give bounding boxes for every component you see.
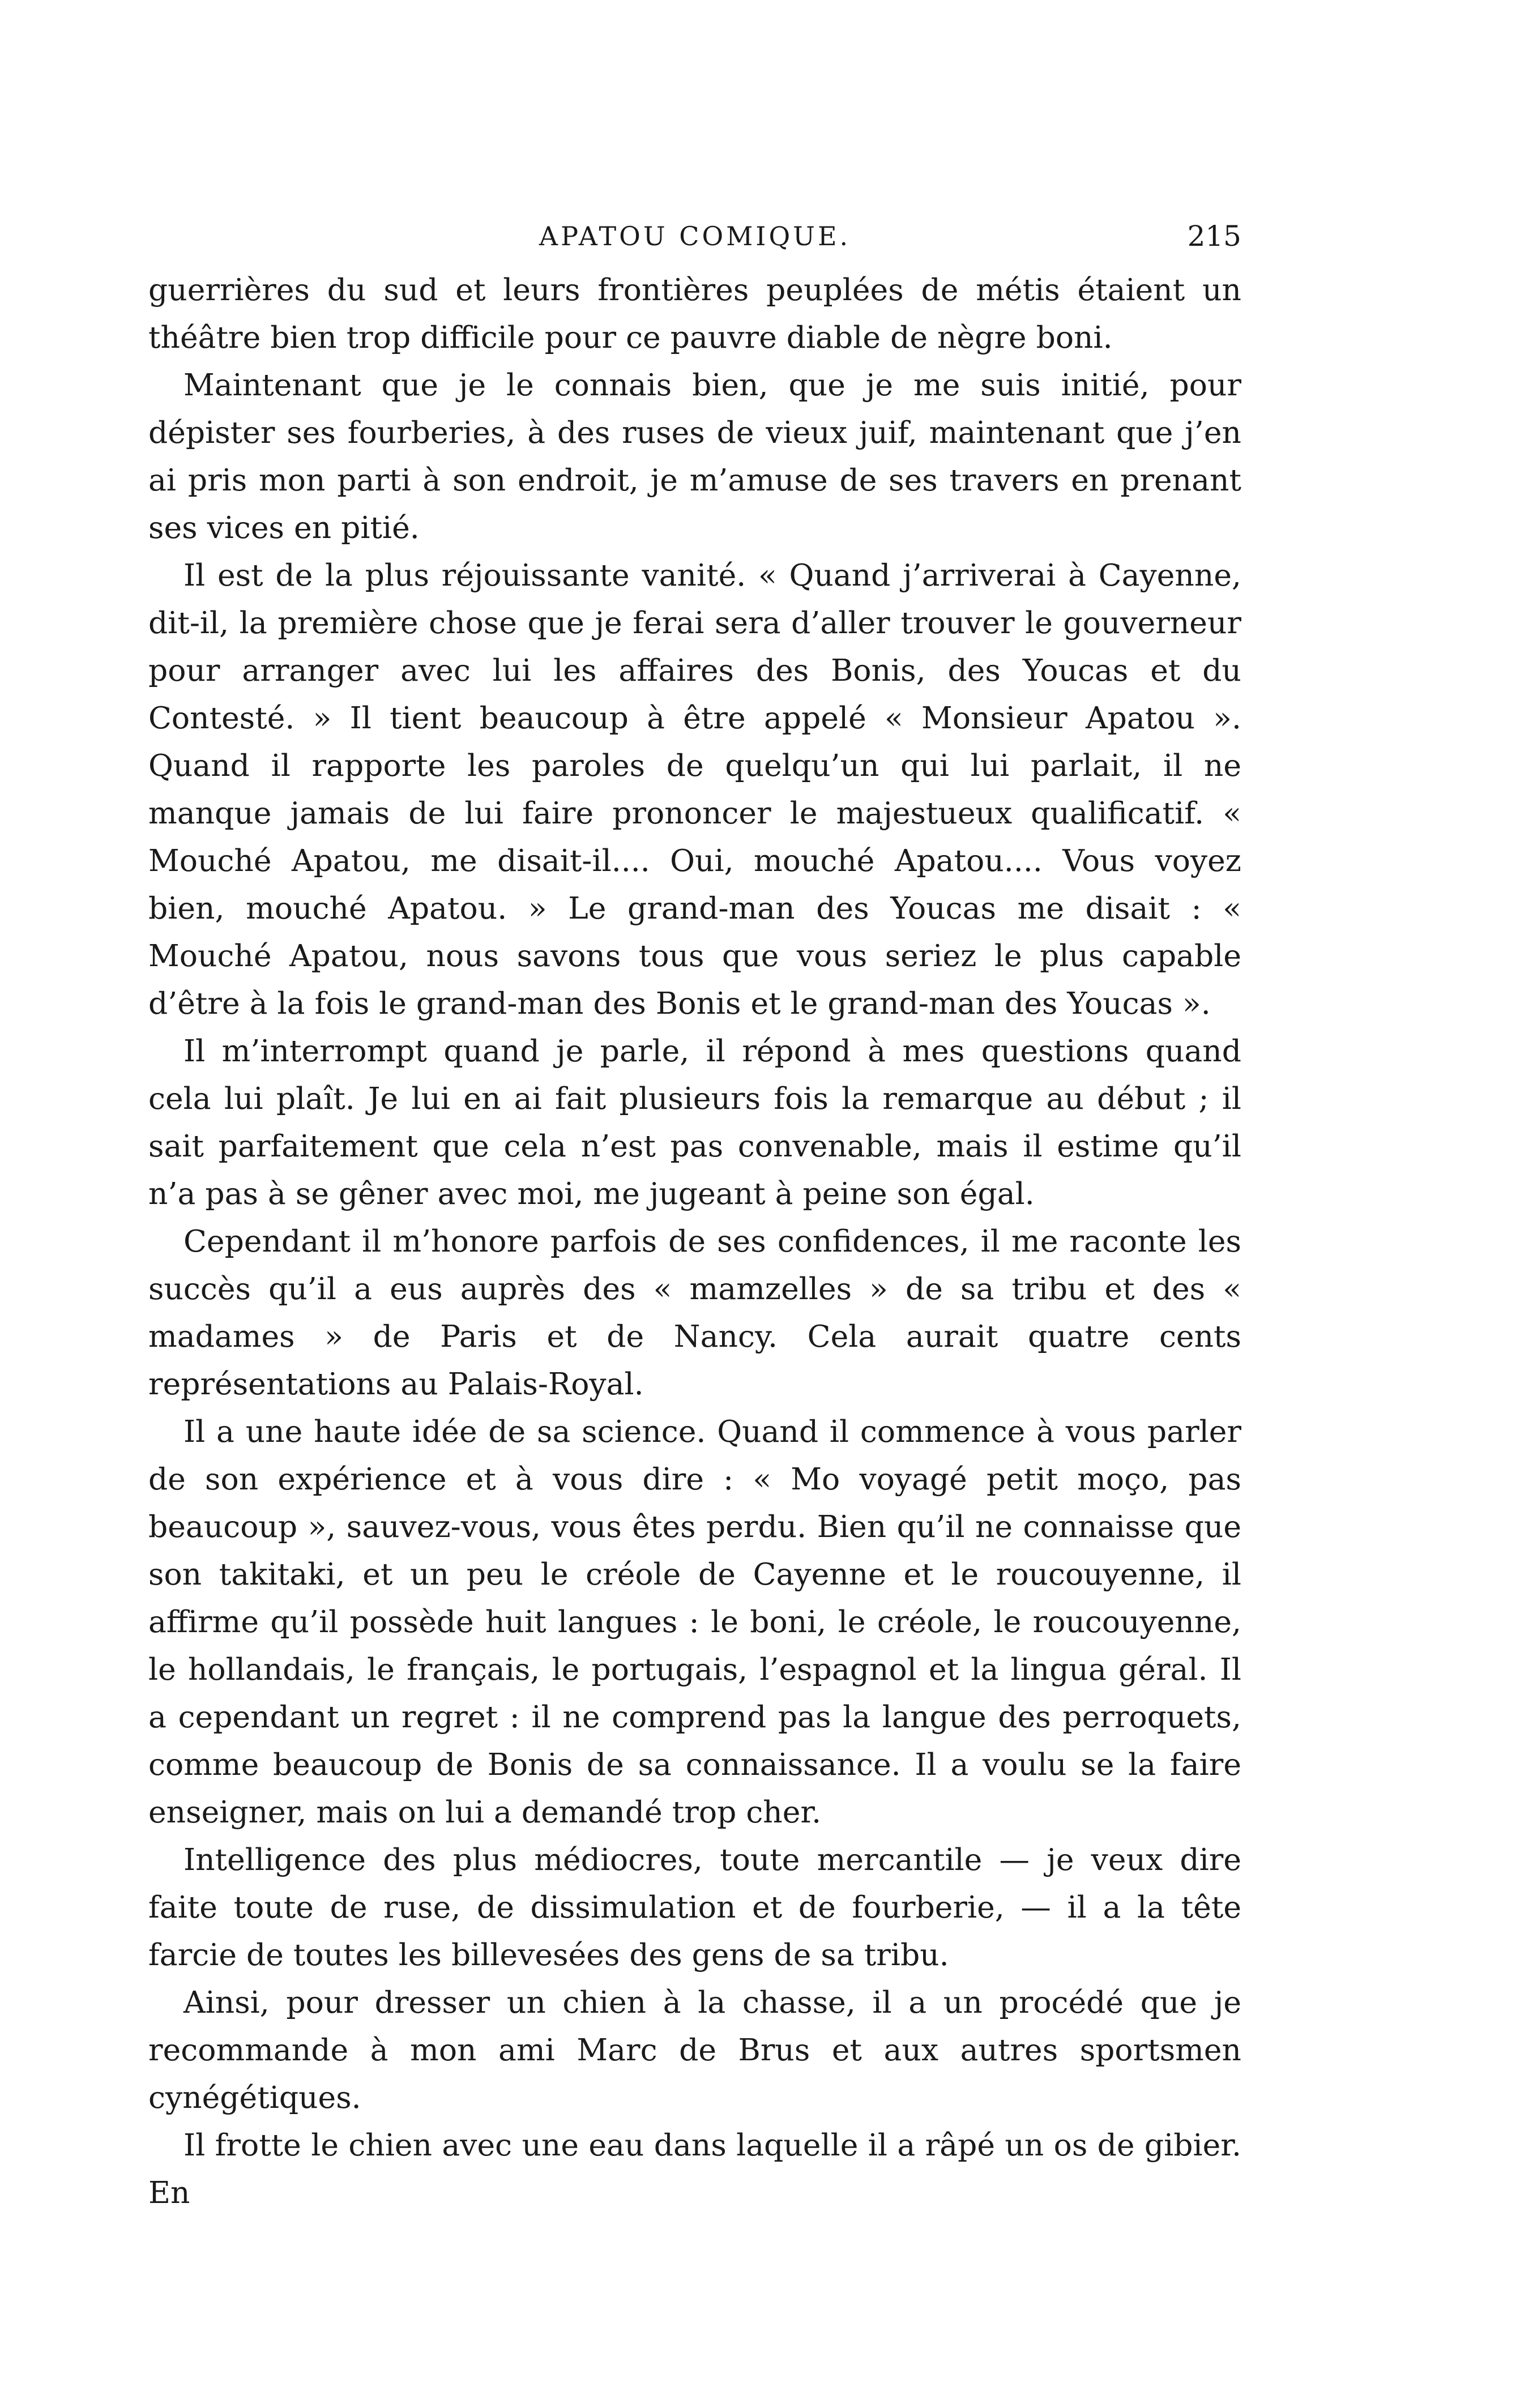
running-header (148, 211, 1241, 262)
body-text (148, 266, 1241, 2217)
paragraph: Ainsi, pour dresser un chien à la chasse, il a un procédé que je recommande à mon ami Marc de Brus et aux autres sportsmen cynégétiques. (148, 1984, 1241, 2115)
page-number: 215 (1187, 220, 1241, 253)
paragraph: Il m’interrompt quand je parle, il répond à mes questions quand cela lui plaît. Je lui en ai fait plusieurs fois la remarque au début ; il sait parfaitement que cela n’est pas convenable, mais il estime qu’il n’a pas à se gêner avec moi, me jugeant à peine son égal. (148, 1033, 1241, 1211)
paragraph: Il est de la plus réjouissante vanité. « Quand j’arriverai à Cayenne, dit-il, la première chose que je ferai sera d’aller trouver le gouverneur pour arranger avec lui les affaires des Bonis, des Youcas et du Contesté. » Il tient beaucoup à être appelé « Monsieur Apatou ». Quand il rapporte les paroles de quelqu’un qui lui parlait, il ne manque jamais de lui faire prononcer le majestueux qualificatif. « Mouché Apatou, me disait-il.... Oui, mouché Apatou.... Vous voyez bien, mouché Apatou. » Le grand-man des Youcas me disait : « Mouché Apatou, nous savons tous que vous seriez le plus capable d’être à la fois le grand-man des Bonis et le grand-man des Youcas ». (148, 557, 1241, 1021)
paragraph: Il a une haute idée de sa science. Quand il commence à vous parler de son expérience et à vous dire : « Mo voyagé petit moço, pas beaucoup », sauvez-vous, vous êtes perdu. Bien qu’il ne connaisse que son takitaki, et un peu le créole de Cayenne et le roucouyenne, il affirme qu’il possède huit langues : le boni, le créole, le roucouyenne, le hollandais, le français, le portugais, l’espagnol et la lingua géral. Il a cependant un regret : il ne comprend pas la langue des perroquets, comme beaucoup de Bonis de sa connaissance. Il a voulu se la faire enseigner, mais on lui a demandé trop cher. (148, 1414, 1241, 1830)
paragraph: Intelligence des plus médiocres, toute mercantile — je veux dire faite toute de ruse, de dissimulation et de fourberie, — il a la tête farcie de toutes les billevesées des gens de sa tribu. (148, 1842, 1241, 1972)
paragraph: Il frotte le chien avec une eau dans laquelle il a râpé un os de gibier. En (148, 2127, 1241, 2210)
running-title: APATOU COMIQUE. (539, 221, 851, 251)
paragraph: Cependant il m’honore parfois de ses confidences, il me raconte les succès qu’il a eus auprès des « mamzelles » de sa tribu et des « madames » de Paris et de Nancy. Cela aurait quatre cents représentations au Palais-Royal. (148, 1223, 1241, 1402)
paragraph: Maintenant que je le connais bien, que je me suis initié, pour dépister ses fourberies, à des ruses de vieux juif, maintenant que j’en ai pris mon parti à son endroit, je m’amuse de ses travers en prenant ses vices en pitié. (148, 367, 1241, 545)
paragraph: guerrières du sud et leurs frontières peuplées de métis étaient un théâtre bien trop difficile pour ce pauvre diable de nègre boni. (148, 272, 1241, 355)
